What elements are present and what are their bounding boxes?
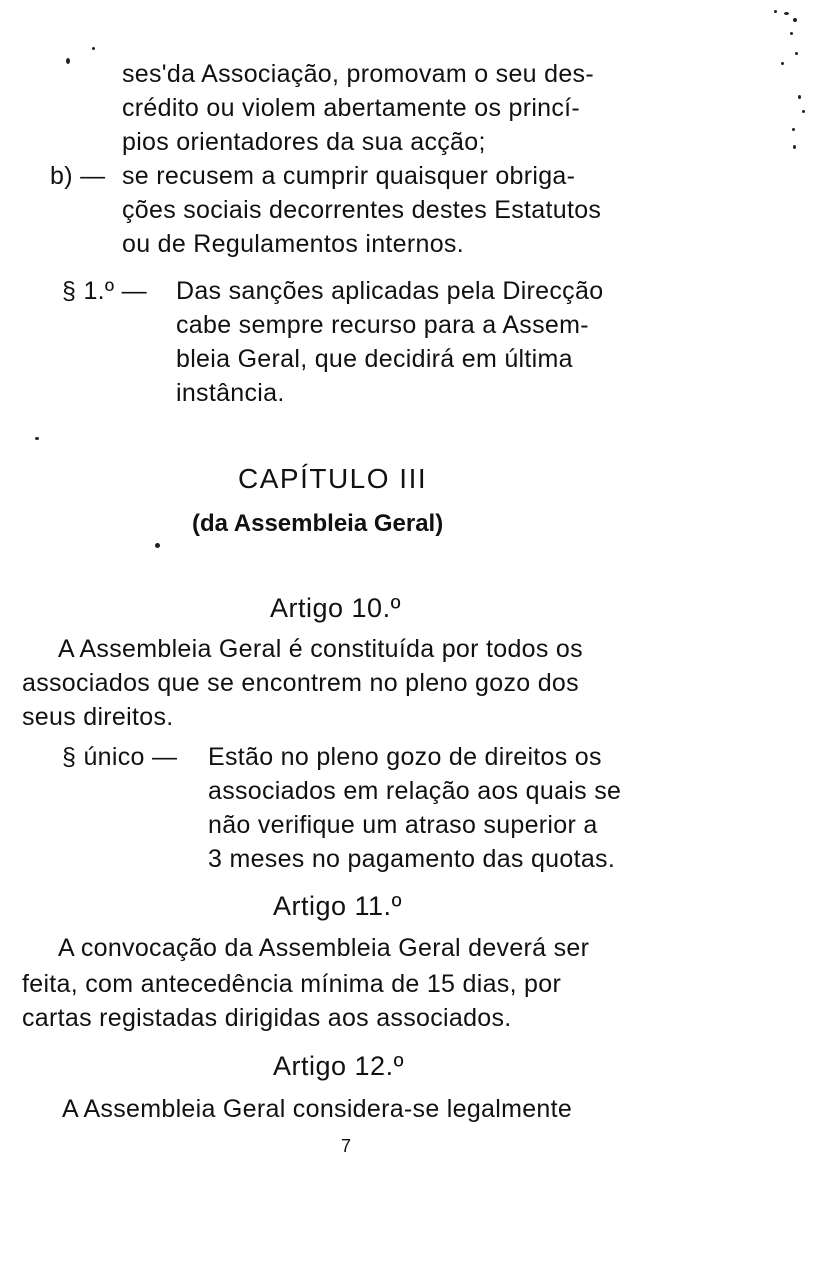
scan-speck	[774, 10, 777, 13]
article-11-line-3: cartas registadas dirigidas aos associados.	[22, 1004, 512, 1032]
scan-speck	[66, 58, 70, 64]
scan-speck	[155, 543, 160, 548]
scan-speck	[793, 145, 796, 149]
scan-speck	[792, 128, 795, 131]
article-12-line-1: A Assembleia Geral considera-se legalmente	[62, 1095, 573, 1123]
article-11-line-1: A convocação da Assembleia Geral deverá ser	[58, 934, 590, 962]
scan-speck	[802, 110, 805, 113]
article-10-unico-label: § único —	[62, 743, 178, 771]
scan-speck	[798, 95, 801, 99]
article-10-unico-line-3: não verifique um atraso superior a	[208, 811, 598, 839]
clause-a-line-1: ses'da Associação, promovam o seu des-	[122, 60, 594, 88]
article-10-line-2: associados que se encontrem no pleno gozo dos	[22, 669, 579, 697]
clause-b-line-2: ções sociais decorrentes destes Estatutos	[122, 196, 602, 224]
chapter-subtitle: (da Assembleia Geral)	[192, 510, 444, 537]
scan-speck	[781, 62, 784, 65]
chapter-title: CAPÍTULO III	[238, 463, 428, 494]
paragraph-1-label: § 1.º —	[62, 277, 147, 305]
scan-speck	[790, 32, 793, 35]
paragraph-1-line-3: bleia Geral, que decidirá em última	[176, 345, 573, 373]
paragraph-1-line-2: cabe sempre recurso para a Assem-	[176, 311, 589, 339]
paragraph-1-line-1: Das sanções aplicadas pela Direcção	[176, 277, 604, 305]
article-10-unico-line-1: Estão no pleno gozo de direitos os	[208, 743, 602, 771]
scan-speck	[92, 47, 95, 50]
article-10-unico-line-2: associados em relação aos quais se	[208, 777, 622, 805]
scan-speck	[795, 52, 798, 55]
article-11-title: Artigo 11.º	[273, 891, 402, 921]
scan-speck	[35, 437, 39, 440]
scan-speck	[793, 18, 797, 22]
clause-a-line-2: crédito ou violem abertamente os princí-	[122, 94, 581, 122]
clause-b-line-1: se recusem a cumprir quaisquer obriga-	[122, 162, 576, 190]
paragraph-1-line-4: instância.	[176, 379, 285, 407]
article-10-unico-line-4: 3 meses no pagamento das quotas.	[208, 845, 616, 873]
clause-a-line-3: pios orientadores da sua acção;	[122, 128, 486, 156]
article-10-line-3: seus direitos.	[22, 703, 174, 731]
article-10-line-1: A Assembleia Geral é constituída por todos os	[58, 635, 583, 663]
article-12-title: Artigo 12.º	[273, 1051, 404, 1081]
article-11-line-2: feita, com antecedência mínima de 15 dias, por	[22, 970, 562, 998]
scan-speck	[784, 12, 789, 15]
clause-b-label: b) —	[50, 162, 106, 190]
page-number: 7	[341, 1136, 352, 1156]
article-10-title: Artigo 10.º	[270, 593, 401, 623]
clause-b-line-3: ou de Regulamentos internos.	[122, 230, 464, 258]
